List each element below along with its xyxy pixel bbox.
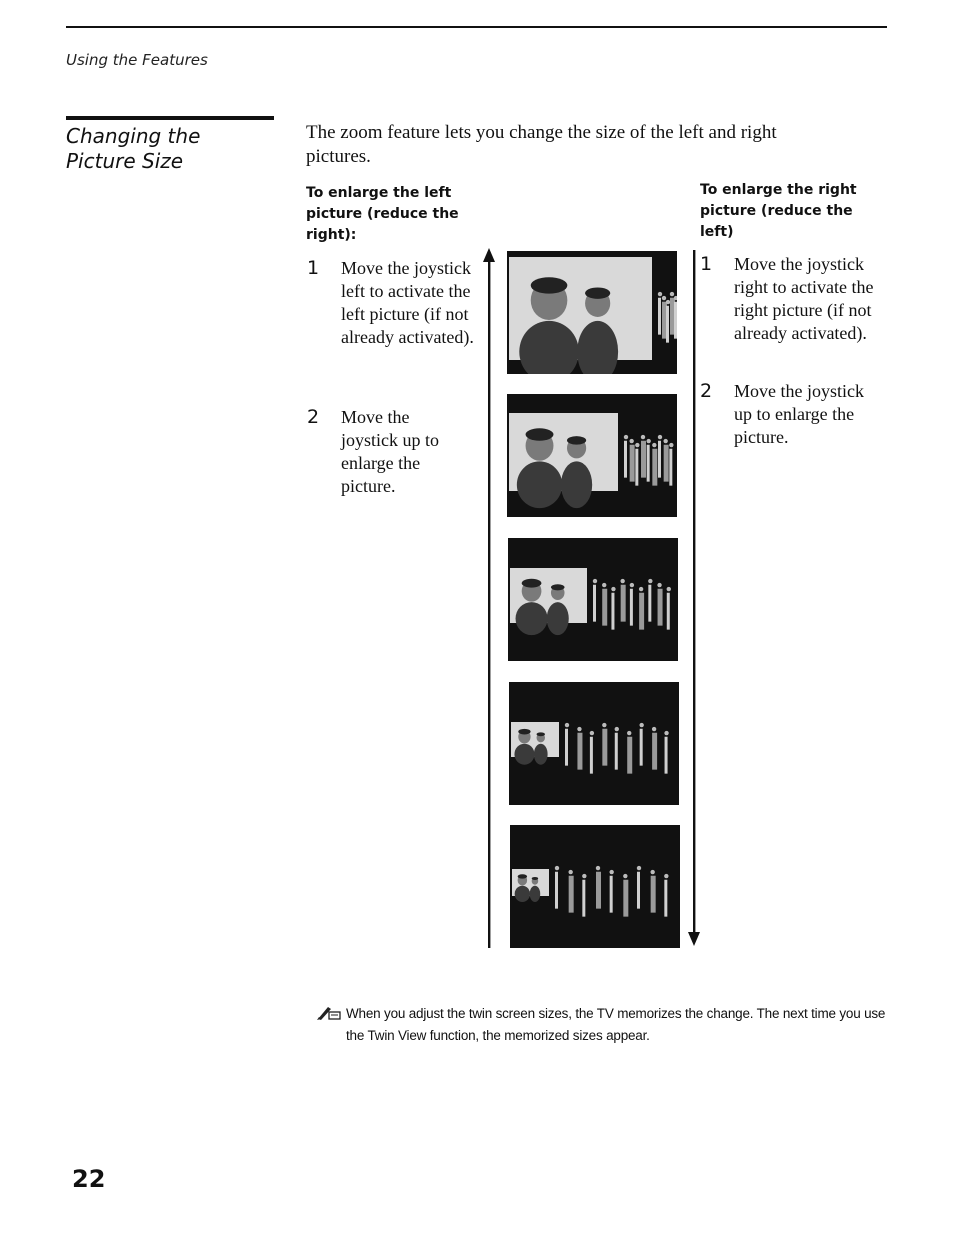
zoom-frame-1 [507,251,677,374]
right-step-1 [700,253,890,373]
left-picture [509,257,652,374]
section-rule [66,116,274,120]
left-step-1 [307,257,477,397]
step-text: Move the joystick right to activate the right picture (if not already activated). [734,254,874,343]
zoom-frame-4 [509,682,679,805]
left-step-2 [307,406,477,506]
right-picture [658,292,677,343]
right-picture [624,435,674,486]
intro-paragraph: The zoom feature lets you change the size of the left and right pictures. [306,122,777,167]
right-step-2 [700,380,890,460]
zoom-frame-2 [507,394,677,517]
left-subhead: To enlarge the left picture (reduce the right): [306,185,459,243]
running-head: Using the Features [66,51,208,69]
header-rule [66,26,887,28]
note-text: When you adjust the twin screen sizes, the TV memorizes the change. The next time you use the Twin View function, the memorized sizes appear. [346,1006,886,1043]
zoom-frame-3 [508,538,678,661]
section-title: Changing the Picture Size [66,124,201,173]
step-number: 2 [307,406,320,428]
right-picture [593,579,671,630]
zoom-frame-5 [510,825,680,948]
left-picture [511,722,559,765]
right-subhead: To enlarge the right picture (reduce the left) [700,182,857,240]
up-arrow-icon [480,248,500,950]
step-text: Move the joystick left to activate the left picture (if not already activated). [341,258,474,347]
step-number: 1 [307,257,320,279]
left-picture [510,568,587,635]
down-arrow-icon [684,250,706,948]
left-picture [509,413,618,508]
step-text: Move the joystick up to enlarge the picture. [734,381,864,447]
page-number: 22 [72,1165,106,1193]
step-text: Move the joystick up to enlarge the picture. [341,407,439,496]
right-picture [555,866,669,917]
step-number: 2 [700,380,713,402]
right-picture [565,723,669,774]
left-picture [512,869,549,902]
pencil-note-icon [316,1005,342,1021]
step-number: 1 [700,253,713,275]
